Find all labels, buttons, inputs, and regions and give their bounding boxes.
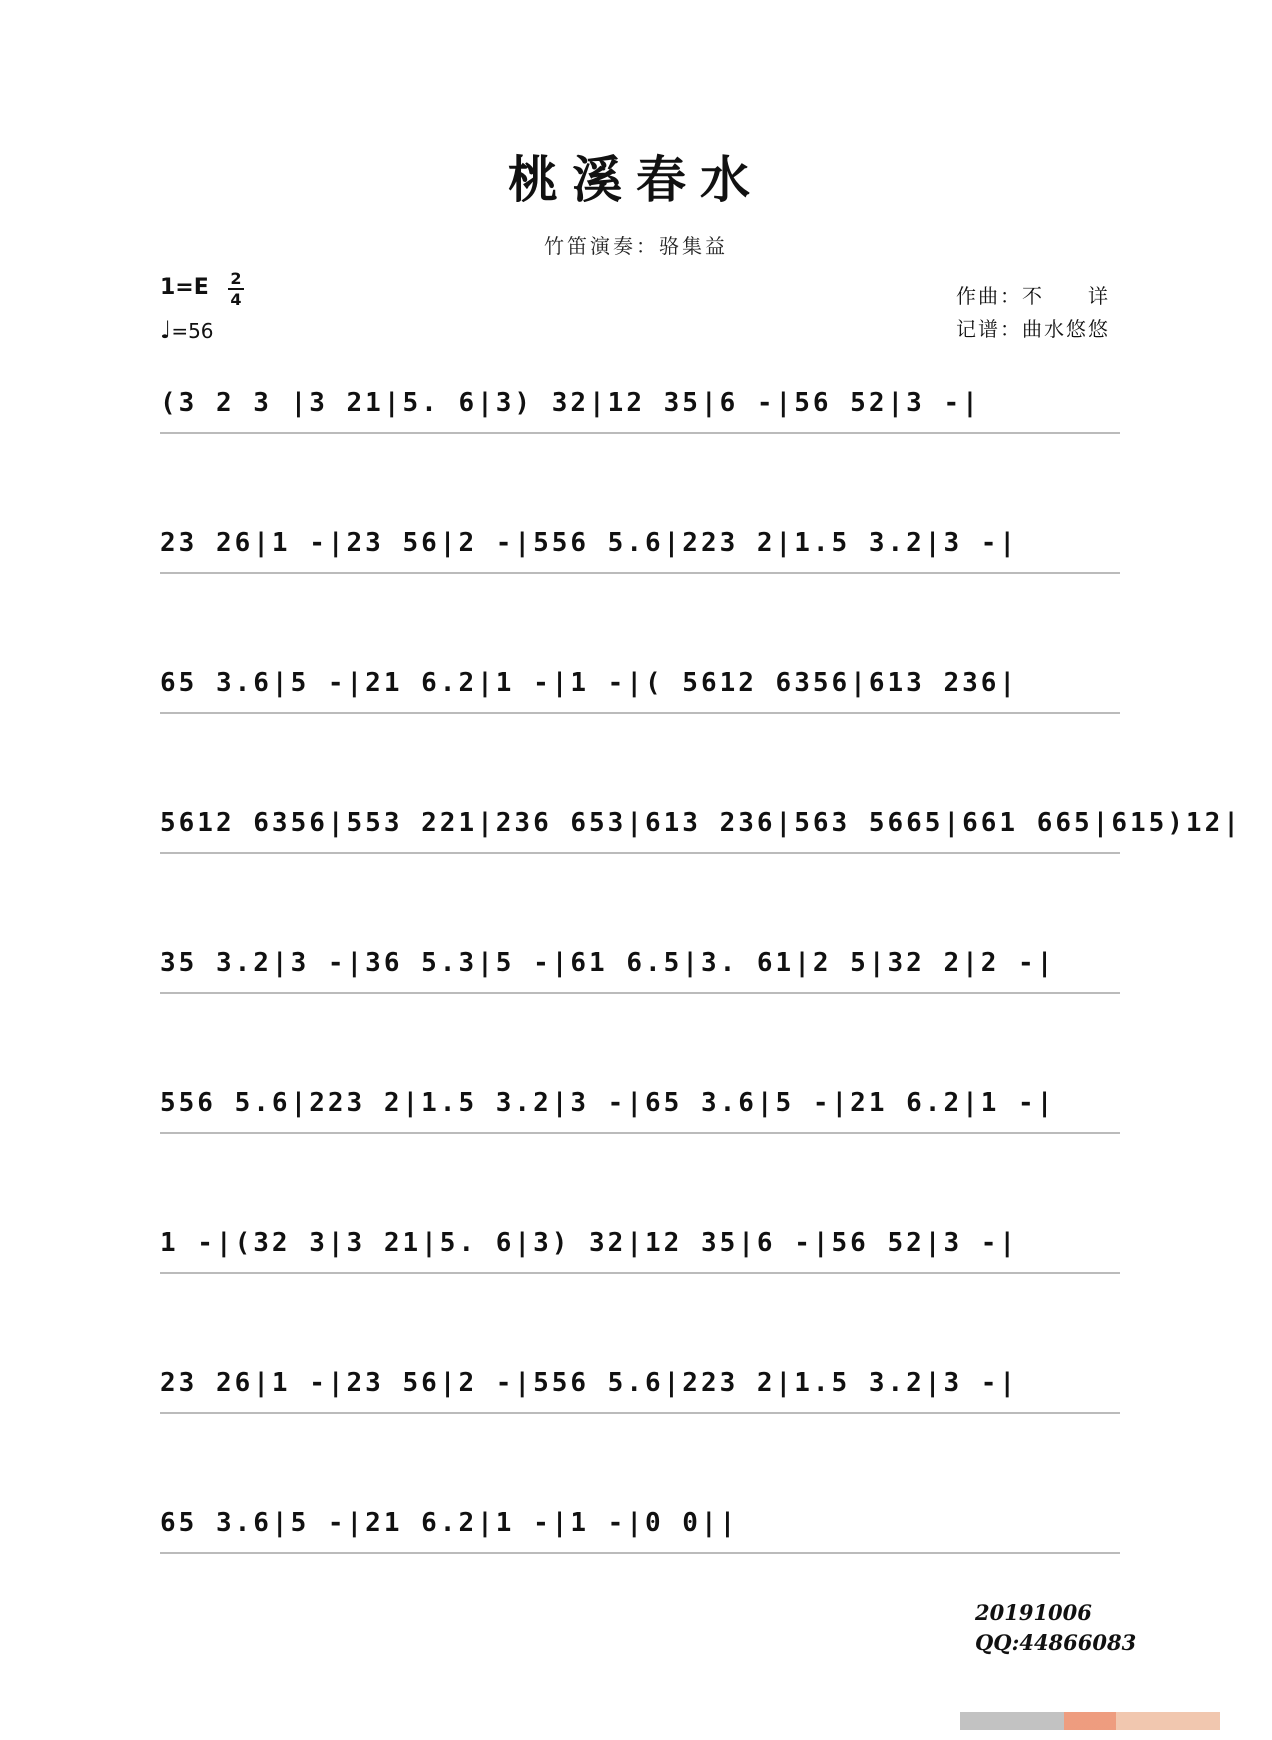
time-signature-top: 2 [230,269,242,288]
tempo-marking [160,316,214,344]
time-signature-bottom: 4 [230,290,242,309]
score-line-8: 23 26|1 -|23 56|2 -|556 5.6|223 2|1.5 3.2|3 -| [160,1360,1120,1414]
key-signature: 1=E [160,275,209,300]
performer-credit: 竹笛演奏：骆集益 [544,234,728,258]
quarter-note-icon: ♩ [160,316,172,344]
page-title: 桃溪春水 [508,150,764,209]
contact-qq: QQ:44866083 [975,1630,1137,1655]
score-line-4: 5612 6356|553 221|236 653|613 236|563 5665|661 665|615)12| [160,800,1120,854]
score-line-5: 35 3.2|3 -|36 5.3|5 -|61 6.5|3. 61|2 5|32 2|2 -| [160,940,1120,994]
tempo-value: =56 [171,319,214,343]
site-watermark [960,1712,1220,1730]
score-line-1: (3 2 3 |3 21|5. 6|3) 32|12 35|6 -|56 52|3 -| [160,380,1120,434]
score-line-6: 556 5.6|223 2|1.5 3.2|3 -|65 3.6|5 -|21 6.2|1 -| [160,1080,1120,1134]
date-stamp: 20191006 [975,1600,1092,1625]
score-line-7: 1 -|(32 3|3 21|5. 6|3) 32|12 35|6 -|56 52|3 -| [160,1220,1120,1274]
score-line-2: 23 26|1 -|23 56|2 -|556 5.6|223 2|1.5 3.2|3 -| [160,520,1120,574]
transcriber-credit: 记谱：曲水悠悠 [956,317,1110,341]
score-line-9: 65 3.6|5 -|21 6.2|1 -|1 -|0 0|| [160,1500,1120,1554]
score-line-3: 65 3.6|5 -|21 6.2|1 -|1 -|( 5612 6356|613 236| [160,660,1120,714]
time-signature [228,270,244,308]
score [160,380,1242,1640]
composer-credit: 作曲：不 详 [956,284,1110,308]
